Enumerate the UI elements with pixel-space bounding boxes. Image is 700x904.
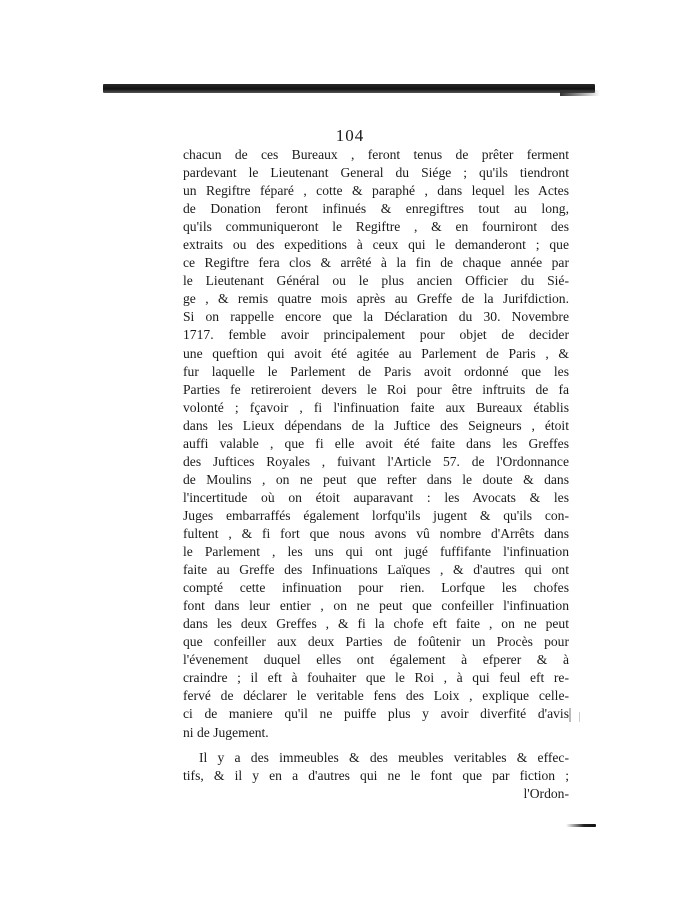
text-line: l'évenement duquel elles ont également à efperer & à	[183, 652, 569, 668]
page-edge-smudge	[566, 824, 596, 827]
text-line: de Donation feront infinués & enregiftres tout au long,	[183, 201, 569, 217]
text-line: des Juftices Royales , fuivant l'Article 57. de l'Ordonnance	[183, 453, 569, 469]
page-text-body	[183, 146, 569, 803]
text-line: pardevant le Lieutenant General du Siége ; qu'ils tiendront	[183, 165, 569, 181]
top-border-fade	[560, 90, 600, 96]
text-line: faite au Greffe des Infinuations Laïques , & d'autres qui ont	[183, 562, 569, 578]
paragraph-1	[183, 146, 569, 742]
text-line: volonté ; fçavoir , fi l'infinuation faite aux Bureaux établis	[183, 399, 569, 415]
text-line: 1717. femble avoir principalement pour objet de decider	[183, 327, 569, 343]
paragraph-2	[183, 749, 569, 803]
catchword: l'Ordon-	[523, 785, 569, 801]
text-line: ci de maniere qu'il ne puiffe plus y avoir diverfité d'avis	[183, 706, 569, 722]
text-line: que confeiller aux deux Parties de foûtenir un Procès pour	[183, 634, 569, 650]
text-line: l'incertitude où on étoit auparavant : les Avocats & les	[183, 489, 569, 505]
text-line: le Lieutenant Général ou le plus ancien Officier du Sié-	[183, 273, 569, 289]
text-line: compté cette infinuation pour rien. Lorfque les chofes	[183, 580, 569, 596]
page-number: 104	[335, 126, 365, 145]
text-line: dans les Lieux dépendans de la Juftice des Seigneurs , étoit	[183, 417, 569, 433]
text-line: font dans leur entier , on ne peut que confeiller l'infinuation	[183, 598, 569, 614]
text-line: une queftion qui avoit été agitée au Parlement de Paris , &	[183, 345, 569, 361]
text-line: de Moulins , on ne peut que refter dans le doute & dans	[183, 471, 569, 487]
text-line: fervé de déclarer le veritable fens des Loix , explique celle-	[183, 688, 569, 704]
text-line: Il y a des immeubles & des meubles veritables & effec-	[199, 749, 569, 765]
text-line: chacun de ces Bureaux , feront tenus de prêter ferment	[183, 147, 569, 162]
text-line: qu'ils communiqueront le Regiftre , & en fourniront des	[183, 219, 569, 235]
text-line: ni de Jugement.	[183, 724, 269, 740]
text-line: dans les deux Greffes , & fi la chofe eft faite , on ne peut	[183, 616, 569, 632]
top-border-rule	[103, 84, 595, 93]
text-line: tifs, & il y en a d'autres qui ne le font que par fiction ;	[183, 767, 569, 783]
margin-mark	[569, 708, 571, 722]
text-line: fur laquelle le Parlement de Paris avoit ordonné que les	[183, 363, 569, 379]
text-line: auffi valable , que fi elle avoit été faite dans les Greffes	[183, 435, 569, 451]
paragraph-gap	[183, 742, 569, 749]
text-line: extraits ou des expeditions à ceux qui le demanderont ; que	[183, 237, 569, 253]
text-line: ce Regiftre fera clos & arrêté à la fin de chaque année par	[183, 255, 569, 271]
text-line: le Parlement , les uns qui ont jugé fuffifante l'infinuation	[183, 544, 569, 560]
text-line: fultent , & fi fort que nous avons vû nombre d'Arrêts dans	[183, 525, 569, 541]
text-line: Si on rappelle encore que la Déclaration du 30. Novembre	[183, 309, 569, 325]
text-line: Parties fe retireroient devers le Roi pour être inftruits de fa	[183, 381, 569, 397]
text-line: Juges embarraffés également lorfqu'ils jugent & qu'ils con-	[183, 507, 569, 523]
margin-mark	[579, 712, 580, 722]
text-line: craindre ; il eft à fouhaiter que le Roi , à qui feul eft re-	[183, 670, 569, 686]
text-line: ge , & remis quatre mois après au Greffe de la Jurifdiction.	[183, 291, 569, 307]
text-line: un Regiftre féparé , cotte & paraphé , dans lequel les Actes	[183, 183, 569, 199]
